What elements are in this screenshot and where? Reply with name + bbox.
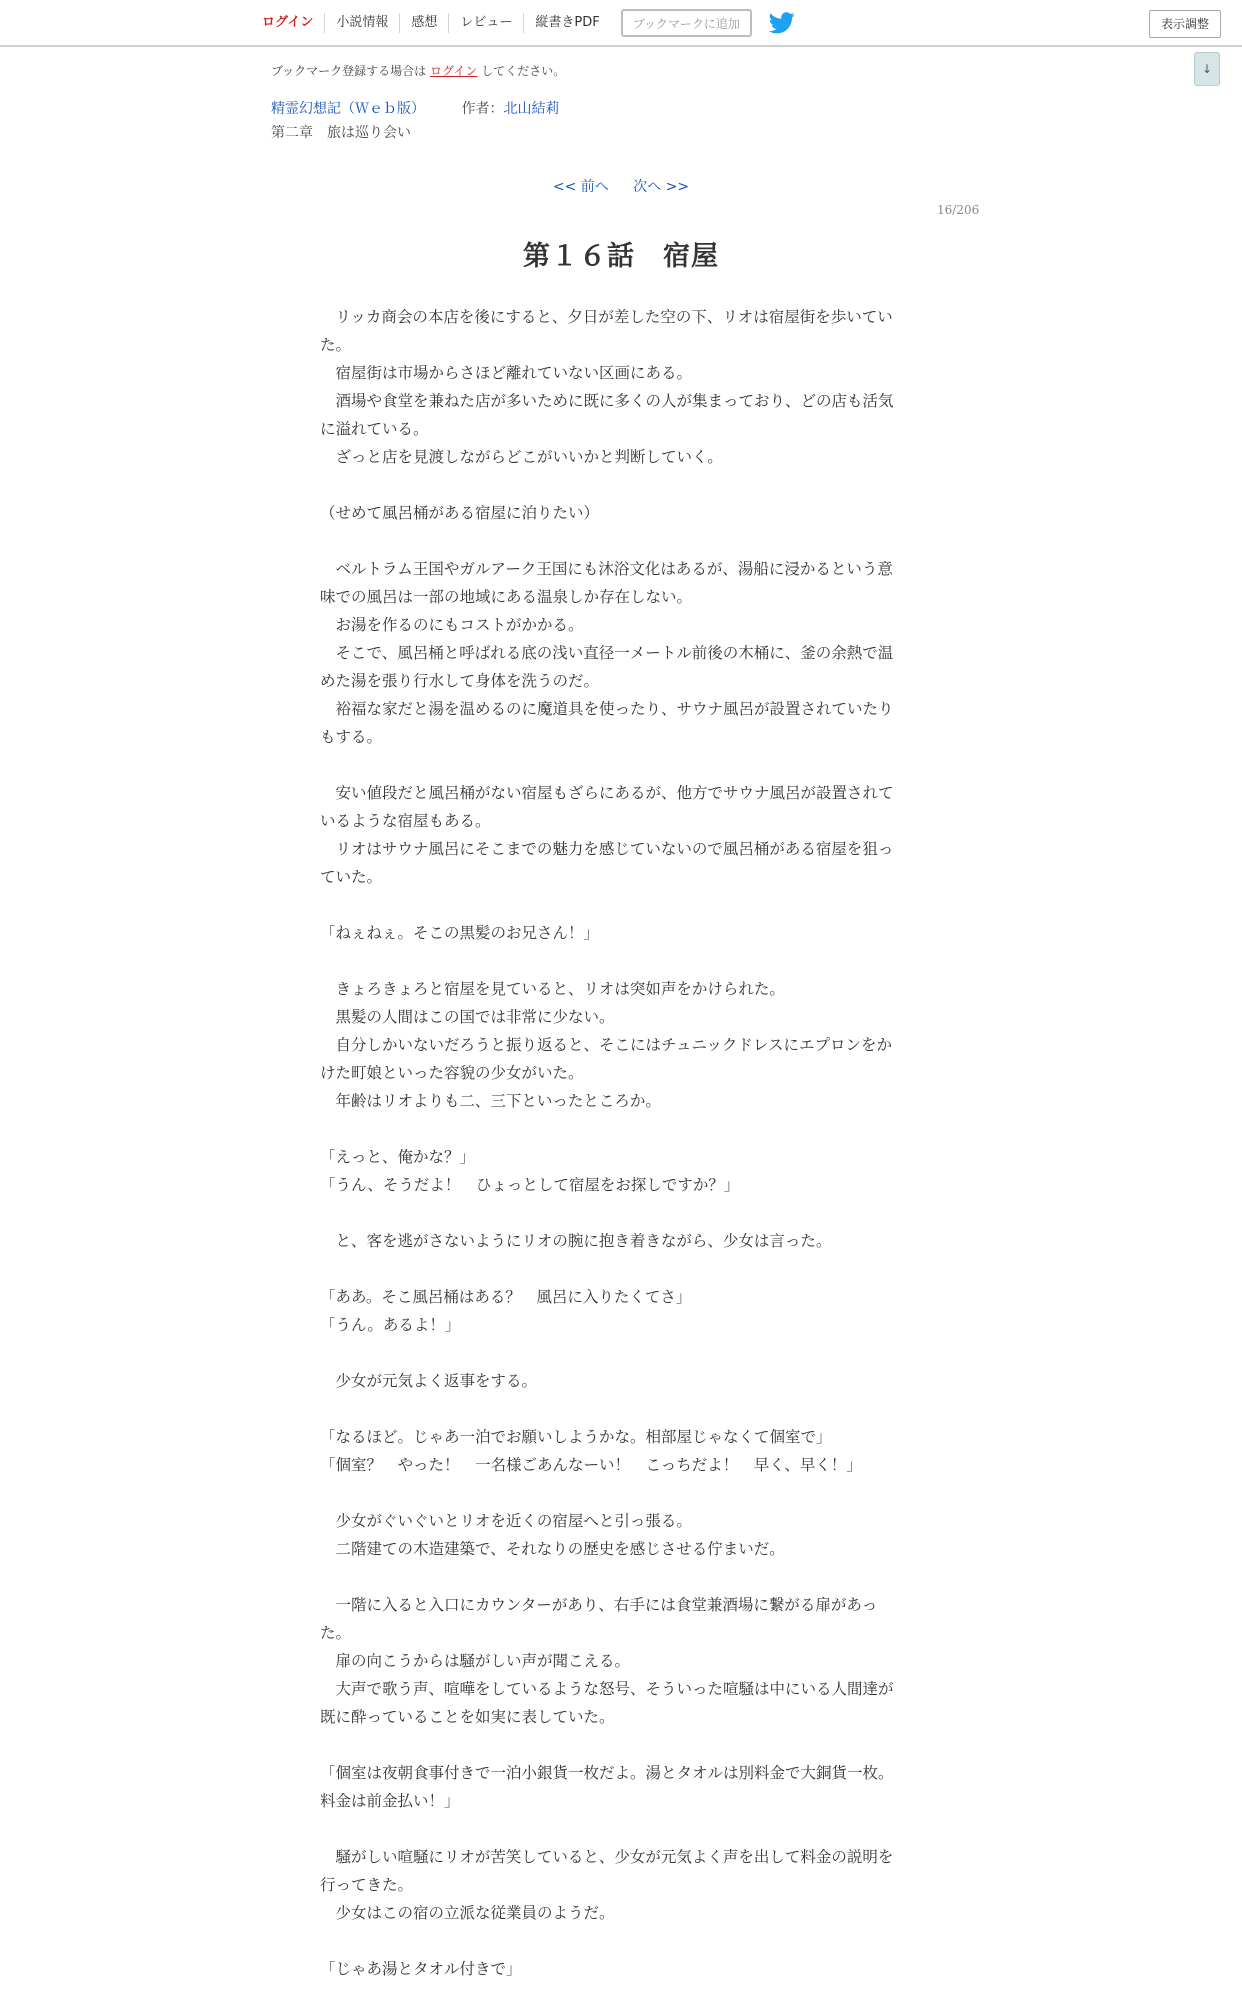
body-line: めた湯を張り行水して身体を洗うのだ。 bbox=[320, 672, 600, 690]
body-line: 料金は前金払い！」 bbox=[320, 1792, 460, 1810]
body-line: 年齢はリオよりも二、三下といったところか。 bbox=[320, 1092, 661, 1110]
body-line: ていた。 bbox=[320, 868, 383, 886]
body-line bbox=[320, 751, 920, 779]
body-line: に溢れている。 bbox=[320, 420, 429, 438]
body-line: 既に酔っていることを如実に表していた。 bbox=[320, 1708, 615, 1726]
body-line: もする。 bbox=[320, 728, 383, 746]
body-line: （せめて風呂桶がある宿屋に泊りたい） bbox=[320, 504, 600, 522]
body-line: 大声で歌う声、喧嘩をしているような怒号、そういった喧騒は中にいる人間達が bbox=[320, 1680, 894, 1698]
vertical-pdf-link[interactable]: 縦書きPDF bbox=[523, 13, 610, 33]
body-line: 「ねぇねぇ。そこの黒髪のお兄さん！」 bbox=[320, 924, 600, 942]
body-line bbox=[320, 1395, 920, 1423]
body-line: お湯を作るのにもコストがかかる。 bbox=[320, 616, 584, 634]
body-line: 裕福な家だと湯を温めるのに魔道具を使ったり、サウナ風呂が設置されていたり bbox=[320, 700, 894, 718]
body-line: 行ってきた。 bbox=[320, 1876, 414, 1894]
body-line bbox=[320, 471, 920, 499]
episode-title: 第１６話 宿屋 bbox=[523, 241, 719, 272]
body-line: けた町娘といった容貌の少女がいた。 bbox=[320, 1064, 584, 1082]
body-line: た。 bbox=[320, 1624, 352, 1642]
body-line: 自分しかいないだろうと振り返ると、そこにはチュニックドレスにエプロンをか bbox=[320, 1036, 892, 1054]
bookmark-login-note bbox=[271, 62, 565, 79]
body-line: リッカ商会の本店を後にすると、夕日が差した空の下、リオは宿屋街を歩いてい bbox=[320, 308, 893, 326]
body-line: 安い値段だと風呂桶がない宿屋もざらにあるが、他方でサウナ風呂が設置されて bbox=[320, 784, 894, 802]
body-line: ざっと店を見渡しながらどこがいいかと判断していく。 bbox=[320, 448, 723, 466]
body-line: きょろきょろと宿屋を見ていると、リオは突如声をかけられた。 bbox=[320, 980, 785, 998]
body-line bbox=[320, 1927, 920, 1955]
body-line bbox=[320, 1563, 920, 1591]
body-line: 「なるほど。じゃあ一泊でお願いしようかな。相部屋じゃなくて個室で」 bbox=[320, 1428, 832, 1446]
scroll-down-button[interactable]: ↓ bbox=[1194, 52, 1220, 86]
add-bookmark-button[interactable]: ブックマークに追加 bbox=[621, 9, 752, 37]
body-line bbox=[320, 1255, 920, 1283]
login-note-suffix: してください。 bbox=[477, 64, 566, 78]
body-line: 扉の向こうからは騒がしい声が聞こえる。 bbox=[320, 1652, 631, 1670]
twitter-icon[interactable] bbox=[769, 12, 795, 34]
author-link[interactable]: 北山結莉 bbox=[503, 101, 560, 117]
body-line bbox=[320, 1199, 920, 1227]
body-line: た。 bbox=[320, 336, 352, 354]
body-line: 少女が元気よく返事をする。 bbox=[320, 1372, 538, 1390]
body-line: 味での風呂は一部の地域にある温泉しか存在しない。 bbox=[320, 588, 693, 606]
body-line bbox=[320, 527, 920, 555]
impressions-link[interactable]: 感想 bbox=[399, 13, 448, 33]
episode-pager bbox=[0, 176, 1242, 196]
body-line bbox=[320, 947, 920, 975]
body-line: 「ああ。そこ風呂桶はある？ 風呂に入りたくてさ」 bbox=[320, 1288, 692, 1306]
body-line: 一階に入ると入口にカウンターがあり、右手には食堂兼酒場に繋がる扉があっ bbox=[320, 1596, 878, 1614]
body-line: 「うん。あるよ！」 bbox=[320, 1316, 461, 1334]
body-line: 「個室？ やった！ 一名様ごあんなーい！ こっちだよ！ 早く、早く！」 bbox=[320, 1456, 862, 1474]
body-line: 「うん、そうだよ！ ひょっとして宿屋をお探しですか？」 bbox=[320, 1176, 740, 1194]
chapter-title: 第二章 旅は巡り会い bbox=[271, 125, 411, 141]
body-line: ベルトラム王国やガルアーク王国にも沐浴文化はあるが、湯船に浸かるという意 bbox=[320, 560, 893, 578]
novel-info-link[interactable]: 小説情報 bbox=[324, 13, 399, 33]
review-link[interactable]: レビュー bbox=[448, 13, 523, 33]
body-line: いるような宿屋もある。 bbox=[320, 812, 491, 830]
novel-title-link[interactable]: 精霊幻想記（Ｗｅｂ版） bbox=[271, 101, 425, 117]
novel-meta bbox=[271, 98, 559, 118]
login-link[interactable]: ログイン bbox=[262, 15, 314, 30]
display-settings-button[interactable]: 表示調整 bbox=[1149, 10, 1221, 38]
body-line: 少女がぐいぐいとリオを近くの宿屋へと引っ張る。 bbox=[320, 1512, 692, 1530]
body-line: 少女はこの宿の立派な従業員のようだ。 bbox=[320, 1904, 615, 1922]
body-line: 「えっと、俺かな？」 bbox=[320, 1148, 476, 1166]
prev-episode-link[interactable]: << 前へ bbox=[552, 179, 609, 195]
body-line bbox=[320, 1479, 920, 1507]
body-line: 二階建ての木造建築で、それなりの歴史を感じさせる佇まいだ。 bbox=[320, 1540, 785, 1558]
body-line bbox=[320, 1339, 920, 1367]
body-line: 騒がしい喧騒にリオが苦笑していると、少女が元気よく声を出して料金の説明を bbox=[320, 1848, 894, 1866]
episode-body bbox=[320, 303, 920, 1983]
body-line: 黒髪の人間はこの国では非常に少ない。 bbox=[320, 1008, 615, 1026]
body-line: 宿屋街は市場からさほど離れていない区画にある。 bbox=[320, 364, 693, 382]
body-line bbox=[320, 891, 920, 919]
top-navigation-bar bbox=[0, 0, 1242, 47]
body-line: と、客を逃がさないようにリオの腕に抱き着きながら、少女は言った。 bbox=[320, 1232, 832, 1250]
next-episode-link[interactable]: 次へ >> bbox=[633, 179, 690, 195]
login-note-link[interactable]: ログイン bbox=[429, 64, 478, 78]
nav-menu bbox=[251, 0, 795, 46]
body-line: 酒場や食堂を兼ねた店が多いために既に多くの人が集まっており、どの店も活気 bbox=[320, 392, 894, 410]
body-line bbox=[320, 1115, 920, 1143]
body-line bbox=[320, 1815, 920, 1843]
body-line: リオはサウナ風呂にそこまでの魅力を感じていないので風呂桶がある宿屋を狙っ bbox=[320, 840, 894, 858]
body-line: そこで、風呂桶と呼ばれる底の浅い直径一メートル前後の木桶に、釜の余熱で温 bbox=[320, 644, 894, 662]
body-line bbox=[320, 1731, 920, 1759]
author-label: 作者： bbox=[461, 101, 504, 117]
body-line: 「個室は夜朝食事付きで一泊小銀貨一枚だよ。湯とタオルは別料金で大銅貨一枚。 bbox=[320, 1764, 894, 1782]
body-line: 「じゃあ湯とタオル付きで」 bbox=[320, 1960, 522, 1978]
episode-counter: 16/206 bbox=[937, 203, 980, 217]
login-note-prefix: ブックマーク登録する場合は bbox=[271, 64, 430, 78]
